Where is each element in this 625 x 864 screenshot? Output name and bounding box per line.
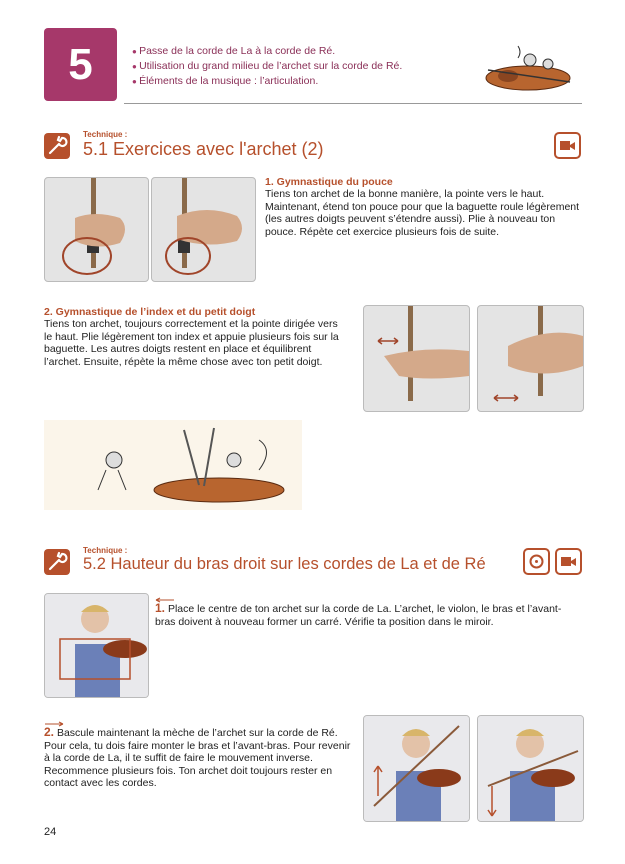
video-icon[interactable] [554,132,581,159]
exercise-1-text: Tiens ton archet de la bonne manière, la pointe vers le haut. Maintenant, étend ton pouce pour que la baguette roule légèrement (les autres doigts peuvent s’étendre aussi). Plie à nouveau ton pouce. Répète cet exercice plusieurs fois de suite. [265,188,580,238]
section-title: 5.2 Hauteur du bras droit sur les cordes de La et de Ré [83,555,486,573]
step-1-body: Place le centre de ton archet sur la corde de La. L’archet, le violon, le bras et l’avant-bras doivent à nouveau former un carré. Vérifie ta position dans le miroir. [155,603,562,628]
step-2-text [44,726,354,790]
thumb-exercise-photo-2 [151,177,256,282]
cartoon-mice-violin [44,420,302,510]
wrench-icon [44,549,70,575]
step-2-body: Bascule maintenant la mèche de l’archet sur la corde de Ré. Pour cela, tu dois faire monter le bras et l’avant-bras. Pour revenir à la corde de La, il te suffit de faire le mouvement inverse. Recommence plusieurs fois. Ton archet doit toujours rester en contact avec les cordes. [44,727,351,790]
wrench-icon [44,133,70,159]
page-number: 24 [44,826,57,838]
objective-item: ● Éléments de la musique : l’articulation. [132,74,402,89]
index-finger-photo-1 [363,305,470,412]
objective-item: ● Passe de la corde de La à la corde de Ré. [132,44,402,59]
violin-mice-illustration [478,38,578,98]
exercise-2-title: 2. Gymnastique de l’index et du petit doigt [44,306,256,318]
boy-violin-photo-up [363,715,470,822]
arrow-right-icon [44,714,64,720]
section-kicker: Technique : [83,130,128,139]
boy-violin-photo-down [477,715,584,822]
arrow-left-icon [155,590,175,596]
step-1-text [155,602,575,628]
step-2-number: 2. [44,725,55,739]
header-divider [124,103,582,104]
chapter-objectives [132,44,402,89]
pinky-finger-photo-2 [477,305,584,412]
step-1-number: 1. [155,601,166,615]
chapter-number: 5 [44,28,117,101]
exercise-1-title: 1. Gymnastique du pouce [265,176,393,188]
objective-item: ● Utilisation du grand milieu de l’archet sur la corde de Ré. [132,59,402,74]
section-title: 5.1 Exercices avec l'archet (2) [83,139,324,159]
section-kicker: Technique : [83,546,128,555]
boy-violin-photo-square [44,593,149,698]
exercise-2-text: Tiens ton archet, toujours correctement et la pointe dirigée vers le haut. Plie légèrement ton index et appuie plusieurs fois sur la baguette. Les autres doigts restent en place et équilibrent l’archet. Ensuite, répète la même chose avec ton petit doigt. [44,318,339,368]
thumb-exercise-photo-1 [44,177,149,282]
cd-icon[interactable] [523,548,550,575]
video-icon[interactable] [555,548,582,575]
